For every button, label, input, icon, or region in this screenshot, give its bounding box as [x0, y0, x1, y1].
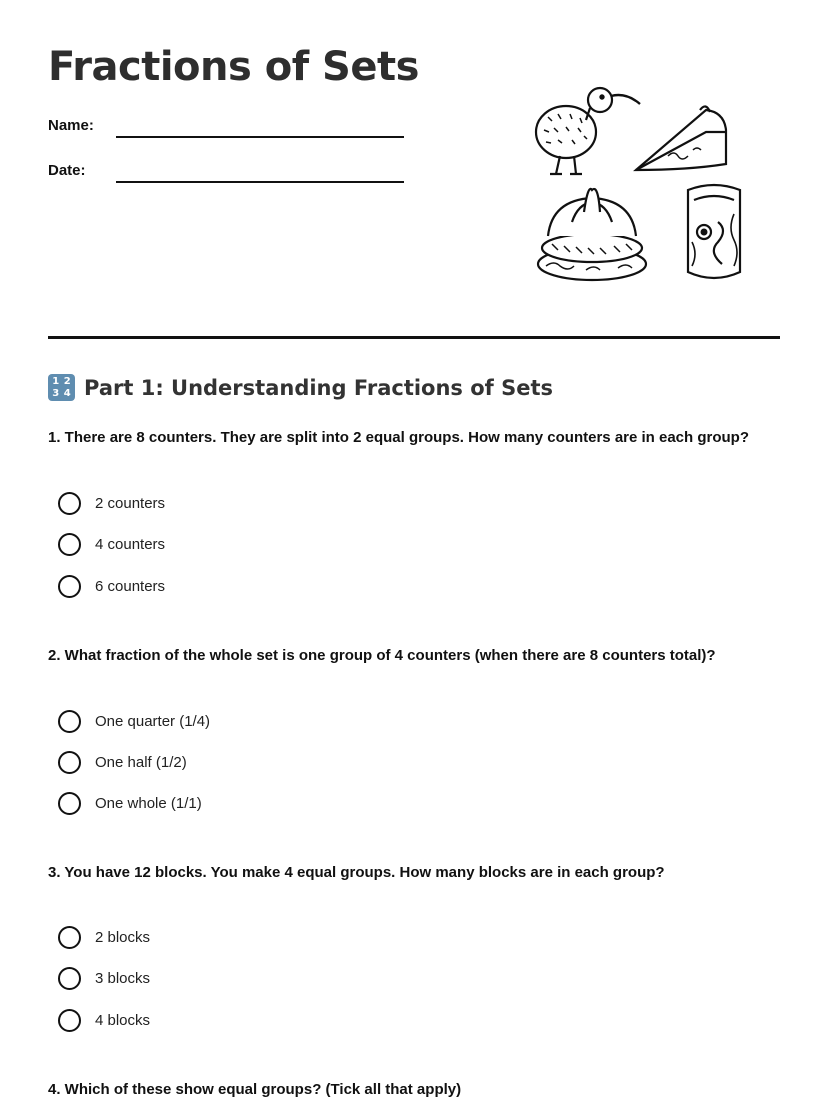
- date-field[interactable]: [48, 162, 116, 179]
- q2-option-3[interactable]: [58, 792, 202, 815]
- q3-option-2[interactable]: [58, 967, 150, 990]
- q1-option-1[interactable]: [58, 492, 165, 515]
- q1-option-3[interactable]: [58, 575, 165, 598]
- name-field[interactable]: [48, 117, 116, 134]
- worksheet-title: Fractions of Sets: [48, 44, 419, 90]
- option-label: 3 blocks: [95, 970, 151, 987]
- question-3: 3. You have 12 blocks. You make 4 equal groups. How many blocks are in each group?: [48, 864, 665, 881]
- date-label: Date:: [48, 162, 86, 179]
- radio-button[interactable]: [58, 710, 81, 733]
- option-label: 2 blocks: [95, 929, 151, 946]
- radio-button[interactable]: [58, 967, 81, 990]
- section-divider: [48, 336, 780, 339]
- q3-option-1[interactable]: [58, 926, 150, 949]
- radio-button[interactable]: [58, 926, 81, 949]
- q3-option-3[interactable]: [58, 1009, 150, 1032]
- radio-button[interactable]: [58, 751, 81, 774]
- part1-heading: [48, 374, 553, 401]
- radio-button[interactable]: [58, 533, 81, 556]
- pavlova-icon: [538, 189, 646, 280]
- header-illustrations: [528, 72, 760, 292]
- pie-slice-icon: [636, 106, 726, 170]
- question-4: 4. Which of these show equal groups? (Tick all that apply): [48, 1081, 462, 1098]
- option-label: 4 counters: [95, 536, 166, 553]
- q2-option-1[interactable]: [58, 710, 210, 733]
- part1-title: Part 1: Understanding Fractions of Sets: [84, 375, 554, 400]
- option-label: 4 blocks: [95, 1012, 151, 1029]
- option-label: One quarter (1/4): [95, 713, 211, 730]
- radio-button[interactable]: [58, 575, 81, 598]
- name-line[interactable]: [116, 136, 404, 138]
- q2-option-2[interactable]: [58, 751, 187, 774]
- maori-carving-icon: [688, 185, 740, 278]
- radio-button[interactable]: [58, 1009, 81, 1032]
- question-2: 2. What fraction of the whole set is one group of 4 counters (when there are 8 counters total)?: [48, 647, 716, 664]
- option-label: 6 counters: [95, 578, 166, 595]
- date-line[interactable]: [116, 181, 404, 183]
- radio-button[interactable]: [58, 492, 81, 515]
- name-label: Name:: [48, 117, 94, 134]
- option-label: 2 counters: [95, 495, 166, 512]
- radio-button[interactable]: [58, 792, 81, 815]
- question-1: 1. There are 8 counters. They are split into 2 equal groups. How many counters are in each group?: [48, 429, 750, 446]
- numbers-1234-icon: 1 2 3 4: [48, 374, 75, 401]
- option-label: One half (1/2): [95, 754, 187, 771]
- option-label: One whole (1/1): [95, 795, 202, 812]
- kiwi-bird-icon: [536, 88, 640, 174]
- q1-option-2[interactable]: [58, 533, 165, 556]
